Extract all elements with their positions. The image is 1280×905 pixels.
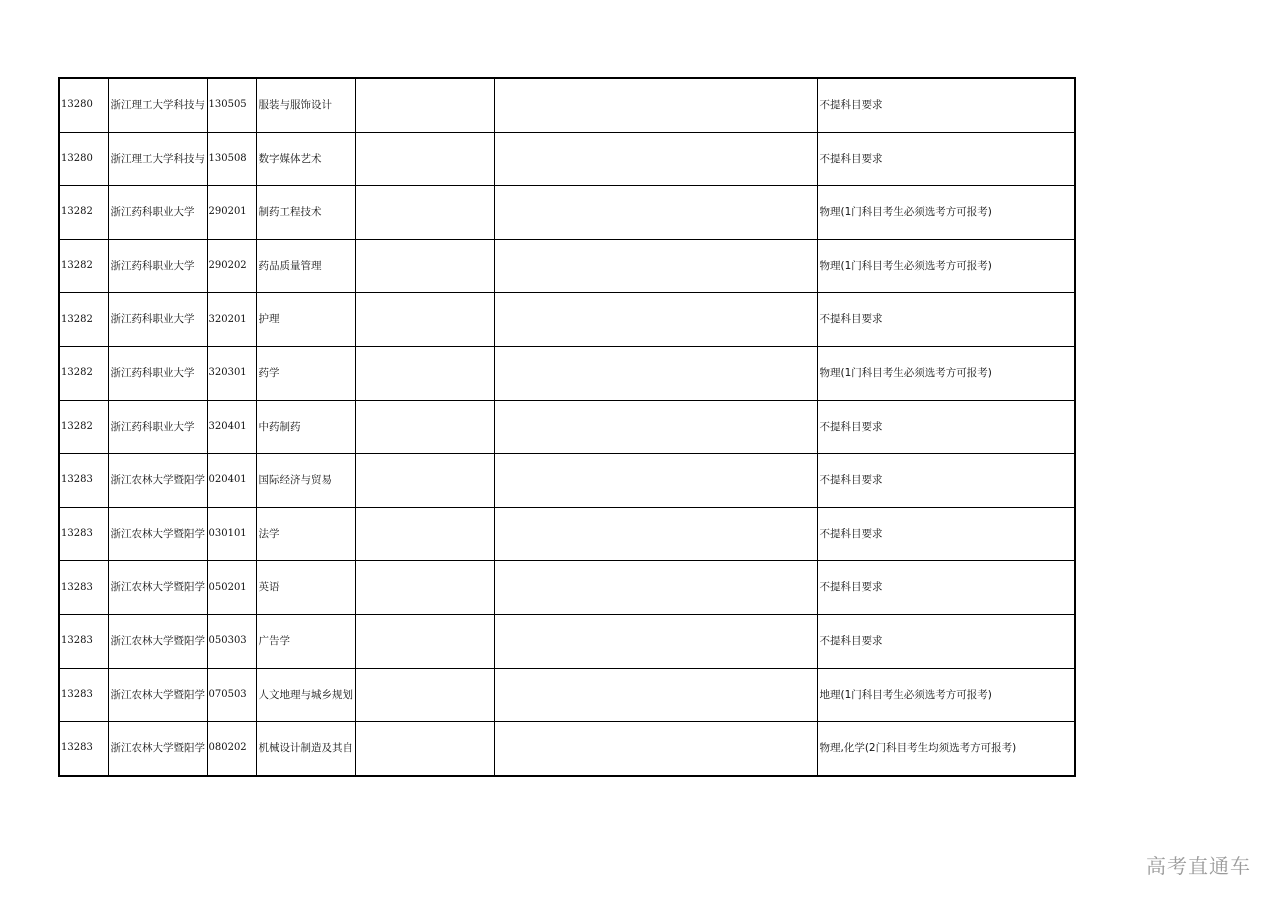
major-name-cell: 药品质量管理 — [256, 239, 355, 293]
school-code-cell: 13282 — [59, 346, 108, 400]
school-name-cell: 浙江药科职业大学 — [108, 346, 207, 400]
school-code-cell: 13280 — [59, 78, 108, 132]
school-code-cell: 13283 — [59, 668, 108, 722]
school-name-cell: 浙江农林大学暨阳学 — [108, 722, 207, 776]
major-code-cell: 050201 — [207, 561, 256, 615]
empty-cell — [494, 561, 817, 615]
school-code-cell: 13282 — [59, 400, 108, 454]
empty-cell — [355, 346, 494, 400]
empty-cell — [494, 507, 817, 561]
table-row — [59, 400, 1075, 454]
subject-requirement-cell: 不提科目要求 — [817, 400, 1075, 454]
table-row — [59, 614, 1075, 668]
major-code-cell: 030101 — [207, 507, 256, 561]
table-row — [59, 346, 1075, 400]
major-name-cell: 广告学 — [256, 614, 355, 668]
subject-requirements-table — [58, 77, 1076, 777]
empty-cell — [355, 293, 494, 347]
empty-cell — [355, 454, 494, 508]
empty-cell — [494, 346, 817, 400]
major-code-cell: 290202 — [207, 239, 256, 293]
school-name-cell: 浙江农林大学暨阳学 — [108, 614, 207, 668]
school-code-cell: 13283 — [59, 561, 108, 615]
major-code-cell: 130508 — [207, 132, 256, 186]
subject-requirement-cell: 物理(1门科目考生必须选考方可报考) — [817, 239, 1075, 293]
empty-cell — [494, 722, 817, 776]
table-row — [59, 722, 1075, 776]
major-code-cell: 080202 — [207, 722, 256, 776]
table-row — [59, 293, 1075, 347]
major-name-cell: 人文地理与城乡规划 — [256, 668, 355, 722]
school-code-cell: 13283 — [59, 507, 108, 561]
major-name-cell: 法学 — [256, 507, 355, 561]
major-name-cell: 制药工程技术 — [256, 186, 355, 240]
empty-cell — [494, 454, 817, 508]
empty-cell — [494, 132, 817, 186]
school-code-cell: 13283 — [59, 722, 108, 776]
school-code-cell: 13282 — [59, 239, 108, 293]
subject-requirement-cell: 不提科目要求 — [817, 293, 1075, 347]
subject-requirement-cell: 不提科目要求 — [817, 132, 1075, 186]
major-name-cell: 药学 — [256, 346, 355, 400]
school-name-cell: 浙江农林大学暨阳学 — [108, 507, 207, 561]
major-code-cell: 290201 — [207, 186, 256, 240]
empty-cell — [494, 400, 817, 454]
empty-cell — [355, 614, 494, 668]
school-name-cell: 浙江农林大学暨阳学 — [108, 561, 207, 615]
subject-requirement-cell: 不提科目要求 — [817, 78, 1075, 132]
subject-requirement-cell: 地理(1门科目考生必须选考方可报考) — [817, 668, 1075, 722]
empty-cell — [494, 239, 817, 293]
school-code-cell: 13280 — [59, 132, 108, 186]
empty-cell — [355, 186, 494, 240]
empty-cell — [494, 78, 817, 132]
empty-cell — [355, 400, 494, 454]
major-name-cell: 英语 — [256, 561, 355, 615]
major-code-cell: 130505 — [207, 78, 256, 132]
table-row — [59, 239, 1075, 293]
subject-requirement-cell: 不提科目要求 — [817, 507, 1075, 561]
school-name-cell: 浙江理工大学科技与 — [108, 132, 207, 186]
table-row — [59, 561, 1075, 615]
empty-cell — [355, 132, 494, 186]
subject-requirement-cell: 不提科目要求 — [817, 454, 1075, 508]
school-code-cell: 13282 — [59, 186, 108, 240]
table-row — [59, 668, 1075, 722]
subject-requirement-cell: 物理(1门科目考生必须选考方可报考) — [817, 186, 1075, 240]
school-name-cell: 浙江药科职业大学 — [108, 293, 207, 347]
table-row — [59, 186, 1075, 240]
major-name-cell: 机械设计制造及其自 — [256, 722, 355, 776]
major-code-cell: 320301 — [207, 346, 256, 400]
empty-cell — [355, 722, 494, 776]
empty-cell — [494, 186, 817, 240]
major-name-cell: 中药制药 — [256, 400, 355, 454]
major-code-cell: 320201 — [207, 293, 256, 347]
major-name-cell: 护理 — [256, 293, 355, 347]
school-name-cell: 浙江药科职业大学 — [108, 186, 207, 240]
empty-cell — [355, 507, 494, 561]
school-code-cell: 13283 — [59, 614, 108, 668]
major-code-cell: 050303 — [207, 614, 256, 668]
table-row — [59, 507, 1075, 561]
school-name-cell: 浙江农林大学暨阳学 — [108, 454, 207, 508]
school-name-cell: 浙江药科职业大学 — [108, 400, 207, 454]
major-code-cell: 070503 — [207, 668, 256, 722]
major-name-cell: 数字媒体艺术 — [256, 132, 355, 186]
subject-requirement-cell: 物理(1门科目考生必须选考方可报考) — [817, 346, 1075, 400]
empty-cell — [355, 239, 494, 293]
empty-cell — [494, 668, 817, 722]
table-row — [59, 78, 1075, 132]
major-name-cell: 服装与服饰设计 — [256, 78, 355, 132]
major-name-cell: 国际经济与贸易 — [256, 454, 355, 508]
empty-cell — [355, 668, 494, 722]
table-body — [59, 78, 1075, 776]
major-code-cell: 020401 — [207, 454, 256, 508]
table-row — [59, 454, 1075, 508]
empty-cell — [355, 78, 494, 132]
empty-cell — [494, 614, 817, 668]
major-code-cell: 320401 — [207, 400, 256, 454]
empty-cell — [494, 293, 817, 347]
subject-requirement-cell: 不提科目要求 — [817, 614, 1075, 668]
subject-requirement-cell: 物理,化学(2门科目考生均须选考方可报考) — [817, 722, 1075, 776]
empty-cell — [355, 561, 494, 615]
subject-requirement-cell: 不提科目要求 — [817, 561, 1075, 615]
school-code-cell: 13283 — [59, 454, 108, 508]
school-name-cell: 浙江农林大学暨阳学 — [108, 668, 207, 722]
school-code-cell: 13282 — [59, 293, 108, 347]
watermark-text: 高考直通车 — [1146, 854, 1251, 878]
table-row — [59, 132, 1075, 186]
school-name-cell: 浙江药科职业大学 — [108, 239, 207, 293]
school-name-cell: 浙江理工大学科技与 — [108, 78, 207, 132]
